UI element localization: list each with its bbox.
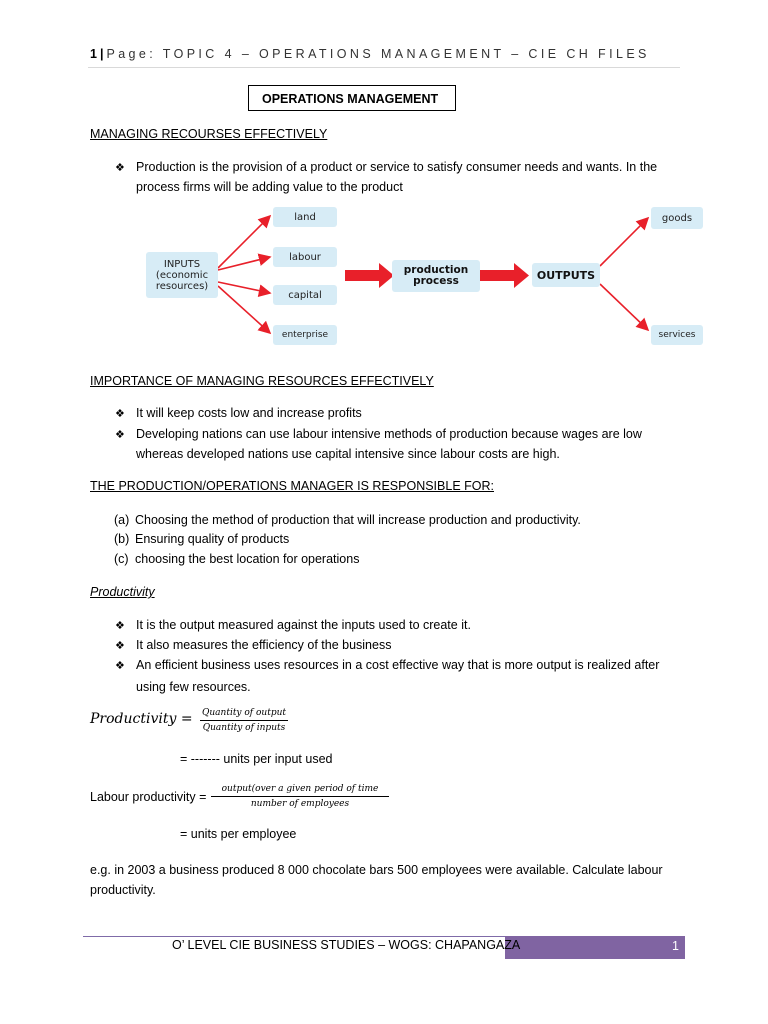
footer-accent-box [505,936,685,959]
formula-labour-lhs: Labour productivity = [90,790,207,804]
bullet-continuation: using few resources. [136,680,251,694]
production-process-box: production process [392,260,480,292]
bullet-efficient-business [115,655,659,676]
bullet-text: An efficient business uses resources in a cost effective way that is more output is realized after [136,658,660,672]
output-services: services [651,325,703,345]
fraction-numerator: output(over a given period of time [221,784,379,794]
fraction-bar [200,720,288,721]
bullet-efficiency [115,635,391,656]
list-item-label: (c) [114,552,129,566]
footer-text: O’ LEVEL CIE BUSINESS STUDIES – WOGS: CHAPANGAZA [172,938,521,952]
page-header [90,47,650,61]
bullet-developing-nations [115,424,642,445]
bullet-continuation: process firms will be adding value to the product [136,180,403,194]
example-text: e.g. in 2003 a business produced 8 000 chocolate bars 500 employees were available. Calculate labour [90,863,663,877]
section-heading-manager-responsible: THE PRODUCTION/OPERATIONS MANAGER IS RESPONSIBLE FOR: [90,479,494,493]
bullet-text: It will keep costs low and increase profits [136,406,362,420]
fraction-numerator: Quantity of output [201,708,286,718]
list-item [114,552,359,566]
diamond-bullet-icon: ❖ [115,408,125,420]
fraction-denominator: Quantity of inputs [202,723,286,733]
diamond-bullet-icon: ❖ [115,162,125,174]
input-enterprise: enterprise [273,325,337,345]
output-goods: goods [651,207,703,229]
header-page-number: 1 [90,47,97,61]
list-item-label: (a) [114,513,130,527]
diamond-bullet-icon: ❖ [115,640,125,652]
production-process-diagram [90,200,710,360]
header-separator: | [99,47,104,61]
input-capital: capital [273,285,337,305]
bullet-costs [115,403,362,424]
diamond-bullet-icon: ❖ [115,660,125,672]
example-text-continuation: productivity. [90,883,156,897]
input-land: land [273,207,337,227]
footer-page-number: 1 [672,939,679,953]
diamond-bullet-icon: ❖ [115,620,125,632]
productivity-heading: Productivity [90,585,155,599]
list-item-text: Choosing the method of production that will increase production and productivity. [135,513,581,527]
diamond-bullet-icon: ❖ [115,429,125,441]
bullet-text: Developing nations can use labour intensive methods of production because wages are low [136,427,642,441]
bullet-production-definition [115,157,657,178]
list-item [114,513,581,527]
input-labour: labour [273,247,337,267]
formula-productivity-lhs: Productivity = [90,711,193,727]
fraction-bar [211,796,389,797]
list-item [114,532,289,546]
formula-productivity-result: = ------- units per input used [180,752,333,766]
formula-labour-result: = units per employee [180,827,297,841]
fraction-denominator: number of employees [250,799,350,809]
formula-productivity-fraction [200,708,288,733]
bullet-continuation: whereas developed nations use capital intensive since labour costs are high. [136,447,560,461]
list-item-text: Ensuring quality of products [135,532,290,546]
list-item-label: (b) [114,532,130,546]
footer-rule [83,936,505,937]
list-item-text: choosing the best location for operations [135,552,360,566]
header-rule [88,67,680,68]
bullet-text: Production is the provision of a product or service to satisfy consumer needs and wants. In the [136,160,658,174]
bullet-output-measured [115,615,471,636]
header-text: Page: TOPIC 4 – OPERATIONS MANAGEMENT – CIE CH FILES [106,47,650,61]
section-heading-importance: IMPORTANCE OF MANAGING RESOURCES EFFECTIVELY [90,374,434,388]
document-title: OPERATIONS MANAGEMENT [248,85,456,111]
bullet-text: It also measures the efficiency of the business [136,638,392,652]
bullet-text: It is the output measured against the inputs used to create it. [136,618,471,632]
section-heading-managing-resources: MANAGING RECOURSES EFFECTIVELY [90,127,328,141]
outputs-box: OUTPUTS [532,263,600,287]
formula-labour-fraction [211,784,389,809]
inputs-box: INPUTS (economic resources) [146,252,218,298]
